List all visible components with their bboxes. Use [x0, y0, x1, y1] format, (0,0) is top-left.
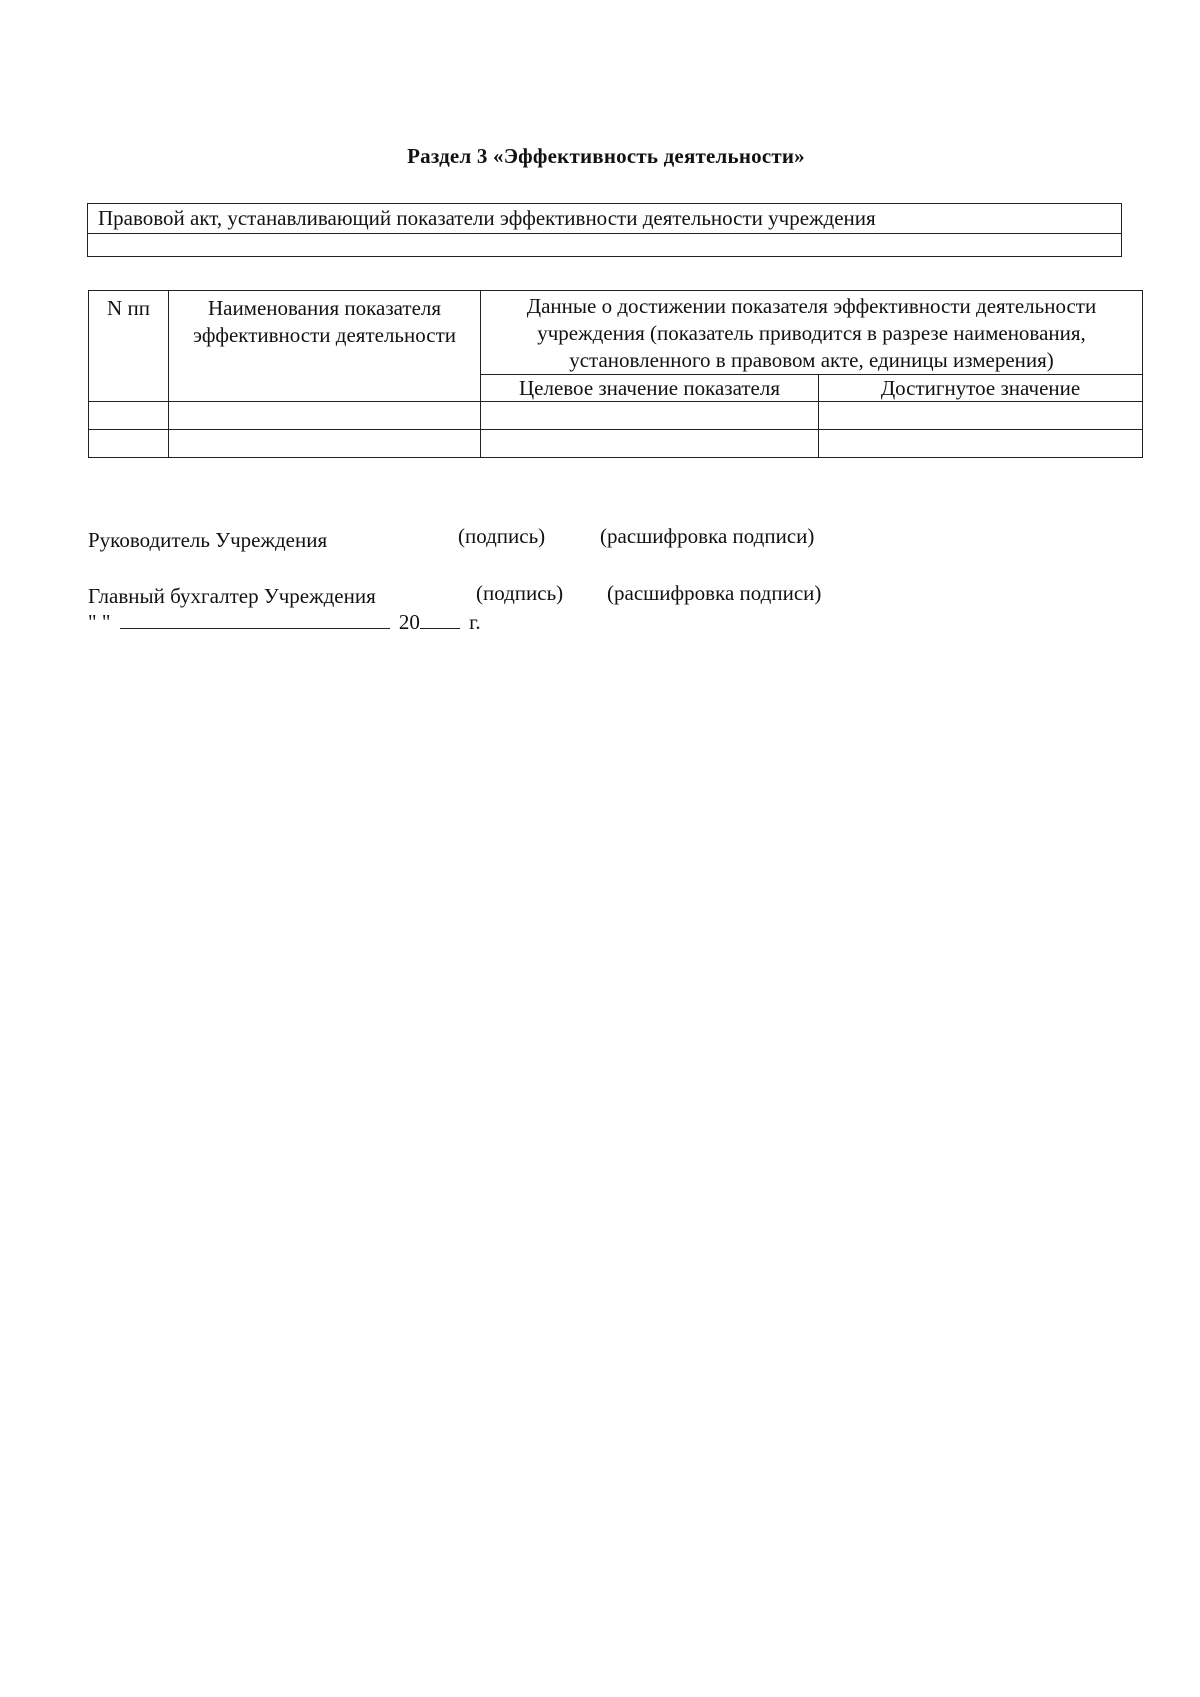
header-achieved-value: Достигнутое значение: [819, 375, 1143, 402]
date-year-blank[interactable]: [420, 610, 460, 629]
cell-number[interactable]: [89, 402, 169, 430]
header-target-value: Целевое значение показателя: [481, 375, 819, 402]
legal-act-box: [87, 203, 1122, 257]
table-row: [89, 402, 1143, 430]
head-signature-decoding: (расшифровка подписи): [600, 524, 815, 548]
cell-indicator-name[interactable]: [169, 402, 481, 430]
legal-act-label: Правовой акт, устанавливающий показатели эффективности деятельности учреждения: [88, 204, 1122, 234]
cell-target-value[interactable]: [481, 430, 819, 458]
head-role: Руководитель Учреждения: [88, 528, 328, 552]
chief-accountant-signature: (подпись): [476, 581, 564, 605]
head-signature: (подпись): [458, 524, 546, 548]
header-number: N пп: [89, 291, 169, 402]
date-quote: " ": [88, 610, 111, 634]
header-indicator-name: Наименования показателя эффективности деятельности: [169, 291, 481, 402]
legal-act-value[interactable]: [88, 234, 1122, 257]
section-title: Раздел 3 «Эффективность деятельности»: [407, 144, 805, 168]
date-line: [88, 610, 481, 635]
chief-accountant-role: Главный бухгалтер Учреждения: [88, 584, 376, 608]
table-row: [89, 430, 1143, 458]
cell-achieved-value[interactable]: [819, 430, 1143, 458]
table-header-row: [89, 291, 1143, 375]
date-day-month-blank[interactable]: [120, 610, 390, 629]
cell-number[interactable]: [89, 430, 169, 458]
header-achievement-data: Данные о достижении показателя эффективности деятельности учреждения (показатель приводится в разрезе наименования, установленного в правовом акте, единицы измерения): [481, 291, 1143, 375]
cell-target-value[interactable]: [481, 402, 819, 430]
chief-accountant-signature-decoding: (расшифровка подписи): [607, 581, 822, 605]
cell-indicator-name[interactable]: [169, 430, 481, 458]
efficiency-table: [88, 290, 1143, 458]
cell-achieved-value[interactable]: [819, 402, 1143, 430]
date-year-prefix: 20: [398, 610, 420, 634]
date-year-suffix: г.: [469, 610, 481, 634]
